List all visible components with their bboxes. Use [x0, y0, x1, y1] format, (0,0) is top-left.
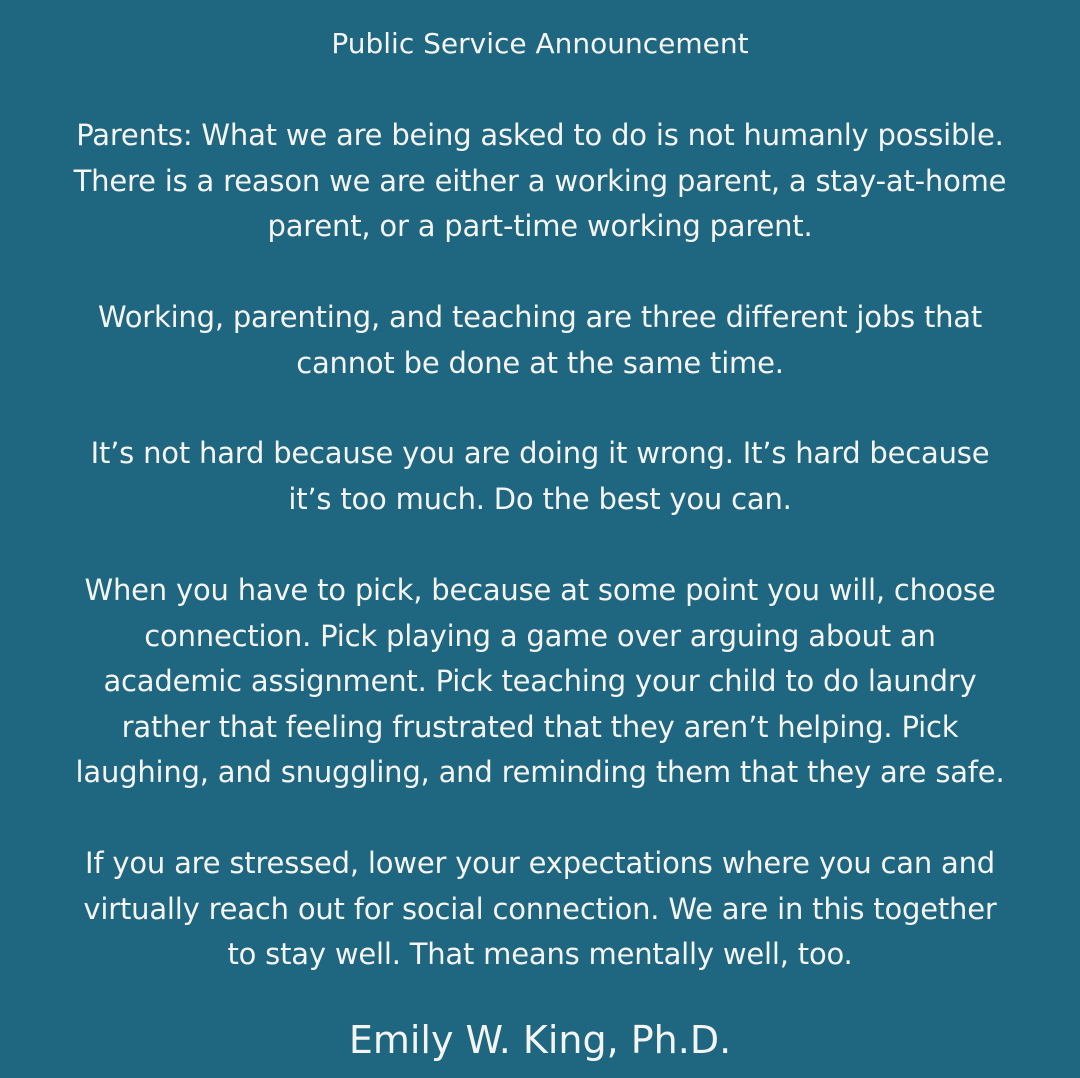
- paragraph-line: laughing, and snuggling, and reminding them that they are safe.: [75, 755, 1005, 789]
- paragraph-line: There is a reason we are either a working parent, a stay-at-home: [73, 163, 1007, 198]
- paragraph-line: it’s too much. Do the best you can.: [288, 481, 792, 516]
- paragraph-line: It’s not hard because you are doing it wrong. It’s hard because: [90, 436, 990, 470]
- paragraph-line: rather that feeling frustrated that they aren’t helping. Pick: [121, 709, 959, 744]
- paragraph-line: cannot be done at the same time.: [296, 345, 784, 380]
- paragraph-line: virtually reach out for social connection. We are in this together: [83, 891, 997, 926]
- paragraph-line: academic assignment. Pick teaching your child to do laundry: [103, 664, 977, 698]
- paragraph-line: parent, or a part-time working parent.: [267, 209, 813, 243]
- paragraph-line: Working, parenting, and teaching are three different jobs that: [97, 300, 983, 334]
- announcement-title: Public Service Announcement: [331, 27, 749, 60]
- paragraph-not-hard: [0, 431, 1080, 522]
- paragraph-stressed: [0, 841, 1080, 978]
- paragraph-line: When you have to pick, because at some point you will, choose: [84, 573, 996, 607]
- paragraph-line: Parents: What we are being asked to do is not humanly possible.: [76, 118, 1004, 152]
- paragraph-line: connection. Pick playing a game over arguing about an: [144, 618, 936, 653]
- paragraph-choose-connection: [0, 568, 1080, 796]
- author-signature: Emily W. King, Ph.D.: [348, 1018, 732, 1062]
- paragraph-line: to stay well. That means mentally well, too.: [227, 937, 853, 971]
- paragraph-not-possible: [0, 113, 1080, 250]
- paragraph-three-jobs: [0, 295, 1080, 386]
- paragraph-line: If you are stressed, lower your expectations where you can and: [84, 846, 995, 880]
